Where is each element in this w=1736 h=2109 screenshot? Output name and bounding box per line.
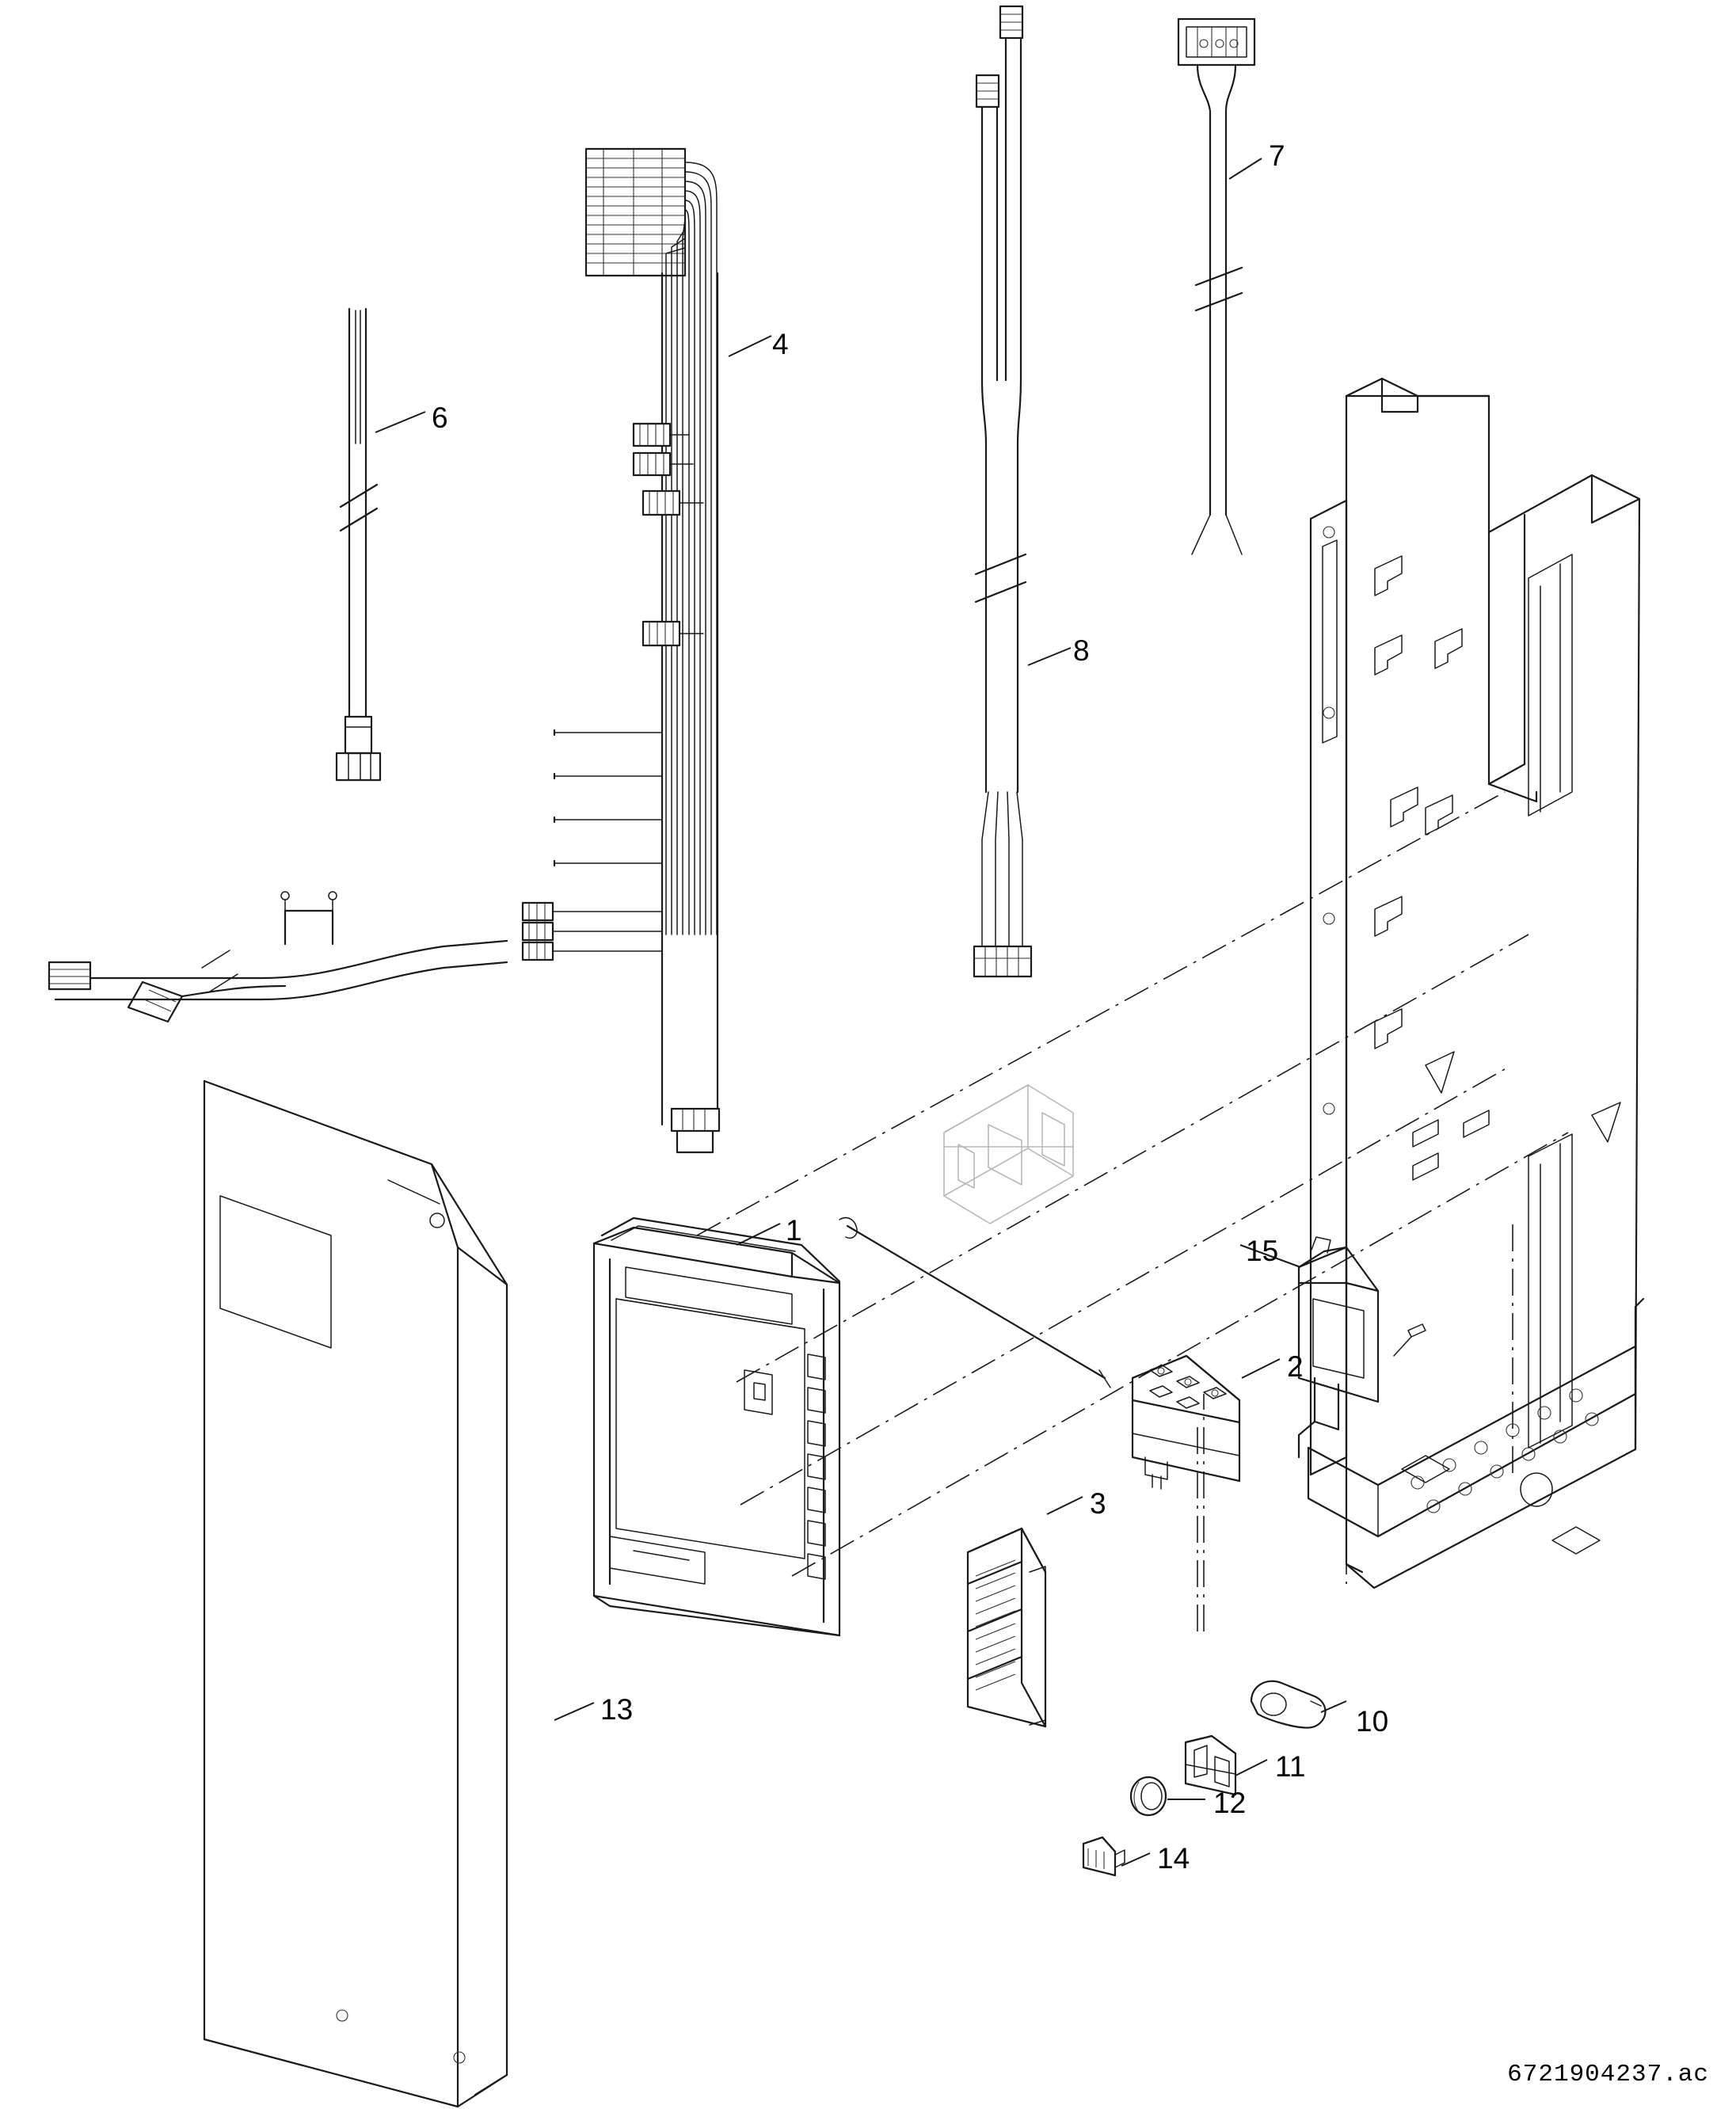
callout-10: 10 bbox=[1356, 1705, 1389, 1738]
callout-4: 4 bbox=[772, 328, 789, 360]
callout-6: 6 bbox=[432, 402, 448, 434]
callout-15: 15 bbox=[1246, 1235, 1279, 1267]
callout-leader-lines bbox=[375, 158, 1346, 1866]
part-14-small-connector bbox=[1083, 1837, 1125, 1875]
harness-connectors bbox=[634, 424, 703, 645]
assembly-axis-lines bbox=[697, 792, 1568, 1631]
callout-1: 1 bbox=[786, 1214, 802, 1247]
callout-7: 7 bbox=[1269, 139, 1285, 172]
part-10-cable-clamp bbox=[1251, 1681, 1326, 1728]
part-4-main-harness bbox=[49, 149, 719, 1152]
callout-3: 3 bbox=[1090, 1487, 1106, 1520]
chassis-backplate bbox=[1308, 379, 1643, 1588]
part-15-transformer bbox=[1299, 1237, 1426, 1457]
part-13-front-cover-panel bbox=[204, 1081, 507, 2107]
part-8-multicore-cable bbox=[974, 6, 1031, 976]
part-6-sensor-cable bbox=[337, 309, 380, 780]
callout-13: 13 bbox=[600, 1693, 634, 1726]
callout-12: 12 bbox=[1213, 1787, 1247, 1819]
part-12-grommet bbox=[1131, 1777, 1166, 1815]
drawing-id-label: 6721904237.ac bbox=[1507, 2061, 1709, 2088]
part-7-plug-cable bbox=[1178, 19, 1254, 554]
part-1-control-unit bbox=[594, 1214, 1110, 1635]
callout-2: 2 bbox=[1287, 1350, 1304, 1383]
callout-14: 14 bbox=[1157, 1842, 1190, 1875]
callout-11: 11 bbox=[1275, 1750, 1306, 1783]
callout-8: 8 bbox=[1073, 634, 1090, 667]
part-2-terminal-block bbox=[1133, 1356, 1239, 1489]
part-3-connector-block bbox=[968, 1528, 1045, 1726]
part-11-bracket-clip bbox=[1186, 1736, 1235, 1795]
